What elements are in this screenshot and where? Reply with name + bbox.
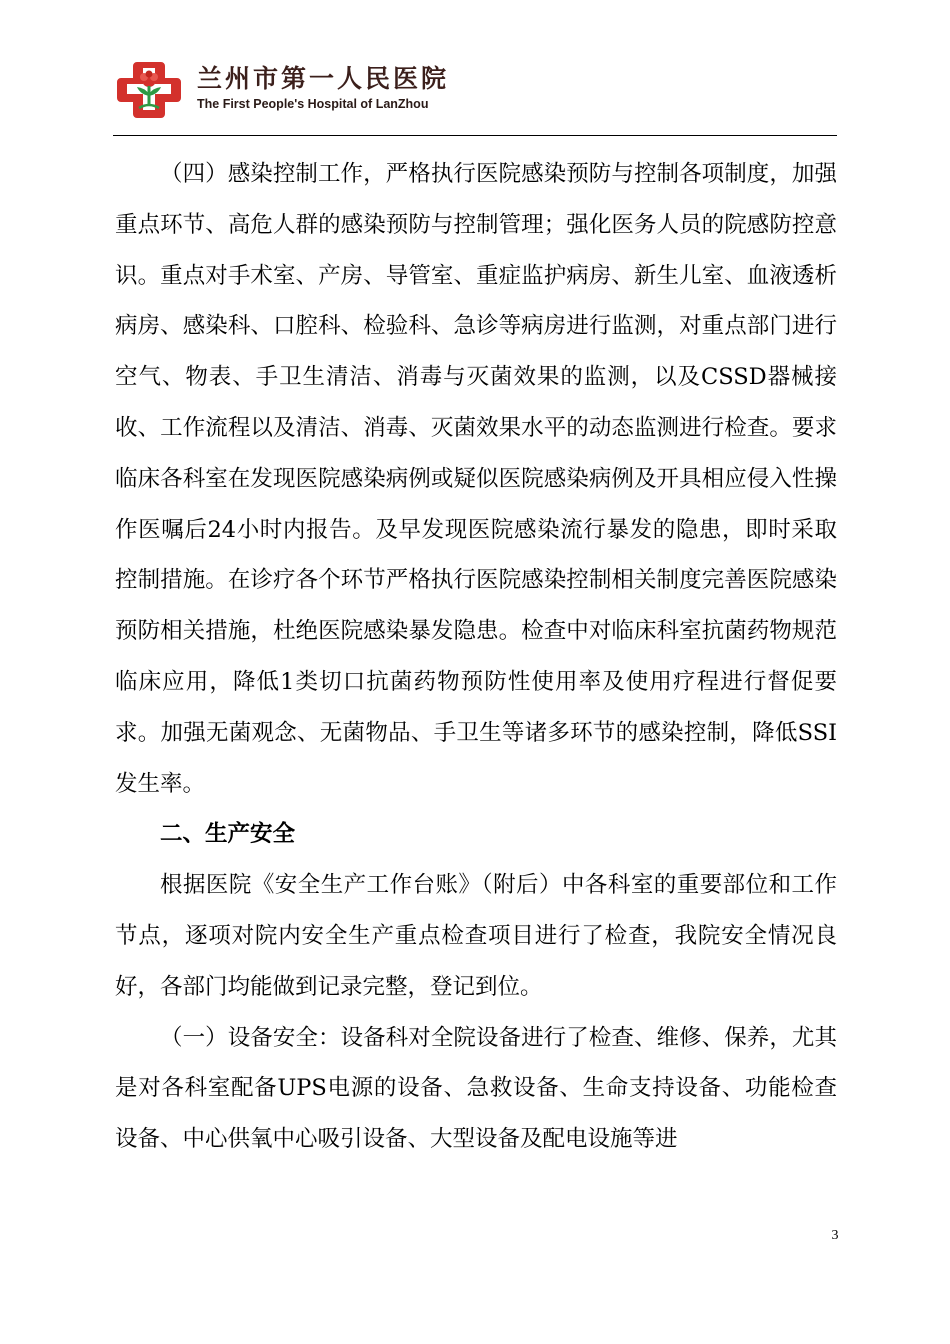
- hospital-logo-icon: [113, 58, 185, 120]
- header-divider: [113, 135, 837, 136]
- page-number: 3: [831, 1228, 839, 1243]
- hospital-name-chinese: 兰州市第一人民医院: [197, 64, 450, 93]
- hospital-name-english: The First People's Hospital of LanZhou: [197, 97, 429, 111]
- paragraph-safety-ledger: 根据医院《安全生产工作台账》（附后）中各科室的重要部位和工作节点，逐项对院内安全生产重点检查项目进行了检查，我院安全情况良好，各部门均能做到记录完整，登记到位。: [115, 872, 837, 1000]
- section-heading-production-safety: 二、生产安全: [160, 821, 296, 848]
- page-header: [113, 58, 837, 120]
- paragraph-equipment-safety: （一）设备安全：设备科对全院设备进行了检查、维修、保养，尤其是对各科室配备UPS电源的设备、急救设备、生命支持设备、功能检查设备、中心供氧中心吸引设备、大型设备及配电设施等进: [115, 1024, 837, 1153]
- paragraph-infection-control: （四）感染控制工作，严格执行医院感染预防与控制各项制度，加强重点环节、高危人群的感染预防与控制管理；强化医务人员的院感防控意识。重点对手术室、产房、导管室、重症监护病房、新生儿室、血液透析病房、感染科、口腔科、检验科、急诊等病房进行监测，对重点部门进行空气、物表、手卫生清洁、消毒与灭菌效果的监测，以及CSSD器械接收、工作流程以及清洁、消毒、灭菌效果水平的动态监测进行检查。要求临床各科室在发现医院感染病例或疑似医院感染病例及开具相应侵入性操作医嘱后24小时内报告。及早发现医院感染流行暴发的隐患，即时采取控制措施。在诊疗各个环节严格执行医院感染控制相关制度完善医院感染预防相关措施，杜绝医院感染暴发隐患。检查中对临床科室抗菌药物规范临床应用，降低1类切口抗菌药物预防性使用率及使用疗程进行督促要求。加强无菌观念、无菌物品、手卫生等诸多环节的感染控制，降低SSI发生率。: [115, 161, 837, 797]
- hospital-name-block: [197, 64, 449, 112]
- document-body: [115, 149, 837, 1165]
